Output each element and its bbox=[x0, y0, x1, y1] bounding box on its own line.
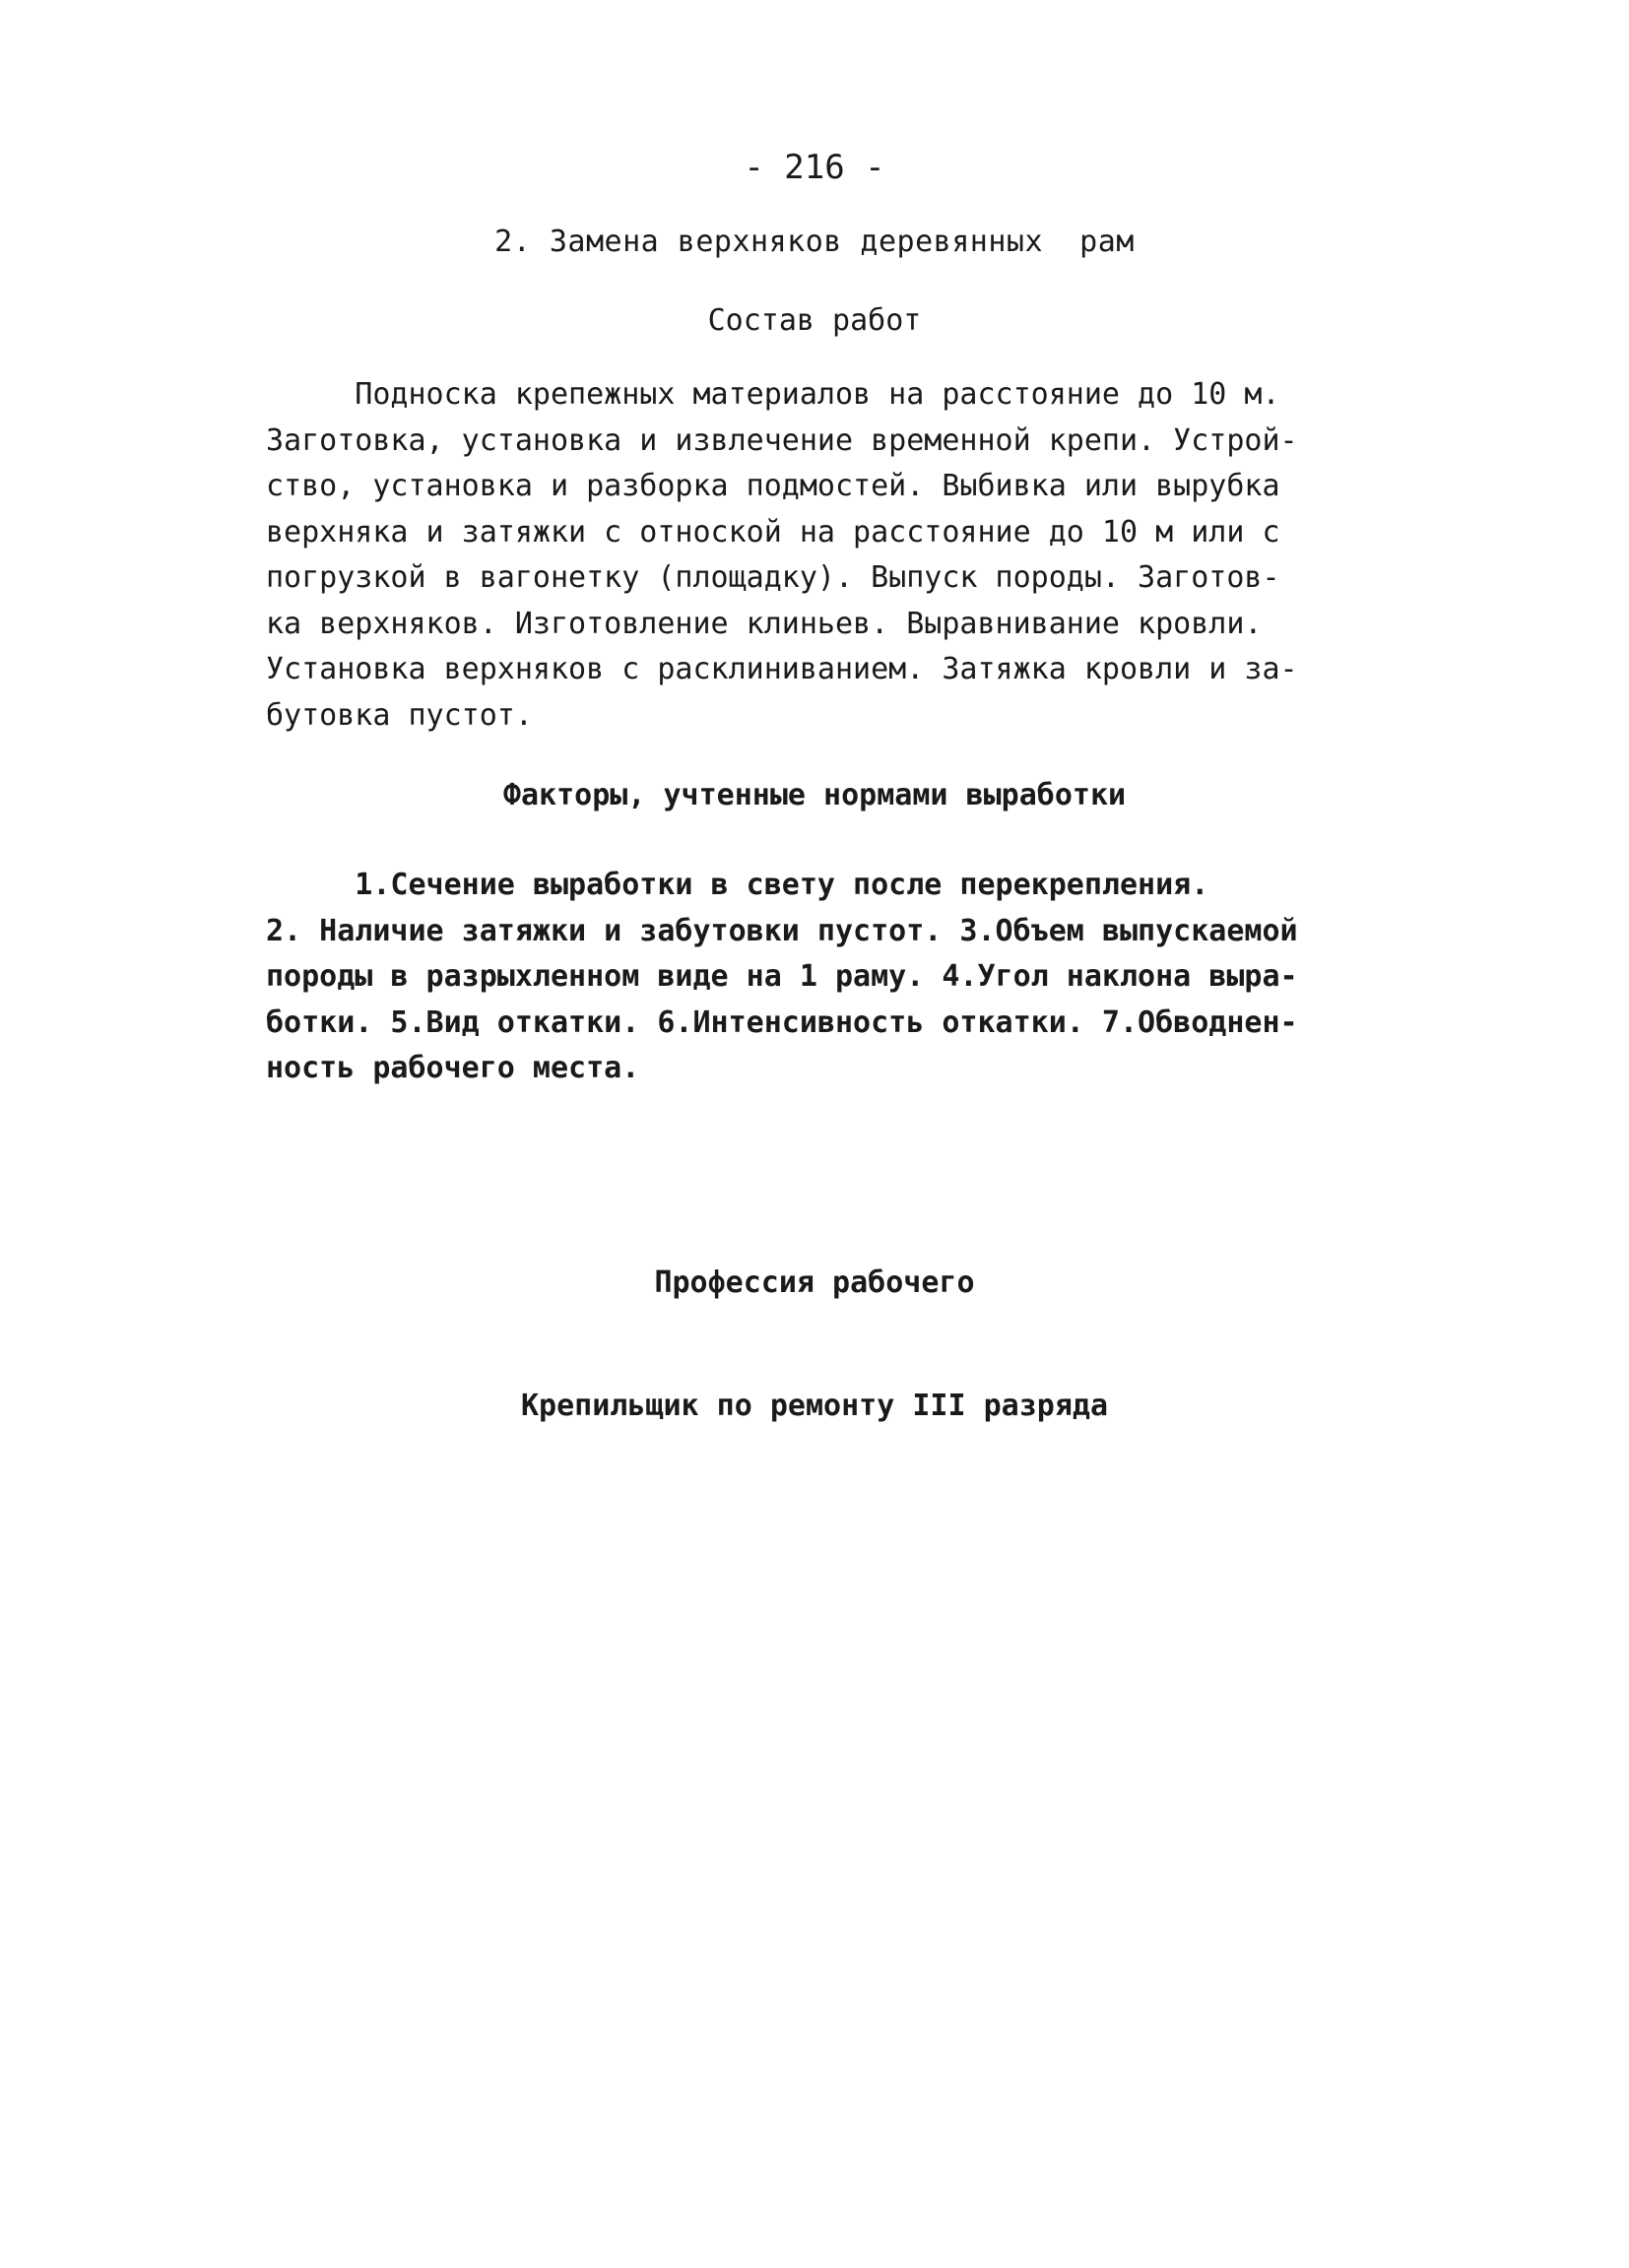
work-composition-heading: Состав работ bbox=[707, 303, 922, 338]
paragraph-line: бутовка пустот. bbox=[266, 697, 533, 733]
paragraph-line: ство, установка и разборка подмостей. Выбивка или вырубка bbox=[266, 469, 1280, 503]
paragraph-line: ботки. 5.Вид откатки. 6.Интенсивность откатки. 7.Обводнен- bbox=[266, 1004, 1298, 1040]
work-composition-paragraph bbox=[266, 372, 1408, 739]
paragraph-line: Установка верхняков с расклиниванием. Затяжка кровли и за- bbox=[266, 652, 1298, 686]
profession-heading: Профессия рабочего bbox=[654, 1265, 975, 1300]
section-title: 2. Замена верхняков деревянных рам bbox=[494, 225, 1135, 259]
paragraph-line: Подноска крепежных материалов на расстояние до 10 м. bbox=[266, 377, 1280, 412]
factors-heading: Факторы, учтенные нормами выработки bbox=[502, 778, 1127, 812]
page-number: - 216 - bbox=[744, 148, 885, 187]
paragraph-line: породы в разрыхленном виде на 1 раму. 4.Угол наклона выра- bbox=[266, 959, 1298, 994]
paragraph-line: 2. Наличие затяжки и забутовки пустот. 3.Объем выпускаемой bbox=[266, 913, 1298, 948]
paragraph-line: 1.Сечение выработки в свету после перекрепления. bbox=[266, 868, 1209, 902]
factors-paragraph bbox=[266, 863, 1408, 1092]
paragraph-line: ка верхняков. Изготовление клиньев. Выравнивание кровли. bbox=[266, 606, 1263, 641]
paragraph-line: верхняка и затяжки с отноской на расстояние до 10 м или с bbox=[266, 514, 1280, 550]
paragraph-line: Заготовка, установка и извлечение временной крепи. Устрой- bbox=[266, 422, 1298, 458]
paragraph-line: погрузкой в вагонетку (площадку). Выпуск породы. Заготов- bbox=[266, 560, 1280, 595]
paragraph-line: ность рабочего места. bbox=[266, 1051, 640, 1085]
profession-value: Крепильщик по ремонту III разряда bbox=[520, 1389, 1109, 1423]
